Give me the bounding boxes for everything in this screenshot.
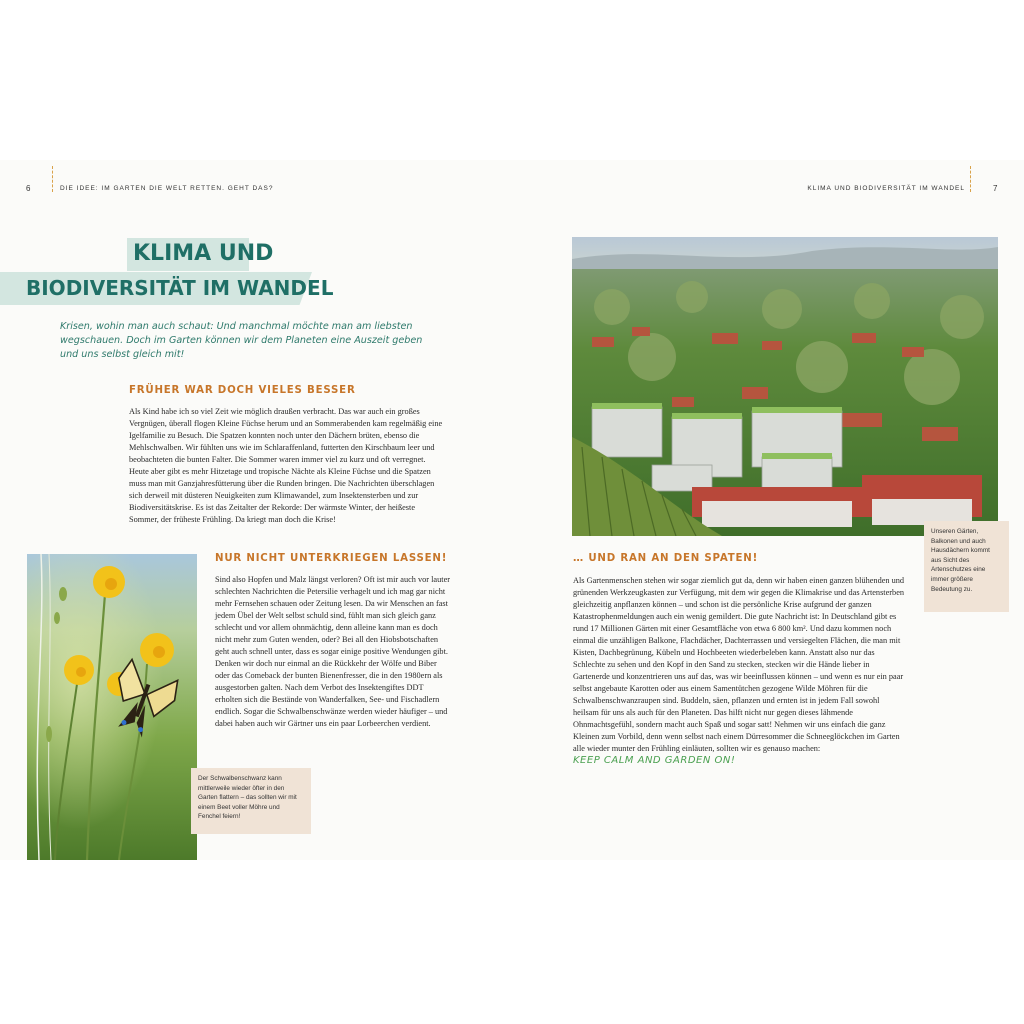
butterfly-caption: Der Schwalbenschwanz kann mittlerweile wieder öfter in den Garten flattern – das sollten wir mit einem Beet voller Möhre und Fenchel feiern! — [191, 768, 311, 834]
city-caption: Unseren Gärten, Balkonen und auch Hausdächern kommt aus Sicht des Artenschutzes eine immer größere Bedeutung zu. — [924, 521, 1009, 612]
motto: KEEP CALM AND GARDEN ON! — [573, 755, 736, 766]
section-heading-3: … UND RAN AN DEN SPATEN! — [573, 553, 759, 564]
section-body-3 — [573, 575, 905, 767]
left-running-title: DIE IDEE: IM GARTEN DIE WELT RETTEN. GEHT DAS? — [60, 185, 274, 192]
left-header-rule — [52, 166, 53, 192]
butterfly-illustration — [27, 554, 197, 860]
page-title-line2: BIODIVERSITÄT IM WANDEL — [26, 276, 334, 300]
butterfly-photo — [27, 554, 197, 860]
right-running-title: KLIMA UND BIODIVERSITÄT IM WANDEL — [807, 185, 965, 192]
intro-text: Krisen, wohin man auch schaut: Und manchmal möchte man am liebsten wegschauen. Doch im Garten können wir dem Planeten eine Auszeit geben und uns selbst gleich mit! — [60, 321, 423, 360]
section-body-2: Sind also Hopfen und Malz längst verloren? Oft ist mir auch vor lauter schlechten Nachrichten die Petersilie verhagelt und ich mag gar nicht mehr Fernsehen schauen oder Zeitung lesen. Da wir Menschen an fast jedem Übel der Welt selbst schuld sind, fühlt man sich gleich ganz schlecht und vor allem ohnmächtig, denn alleine kann man es doch nicht mehr zum Guten wenden, oder? Bei all den Hiobsbotschaften geht auch schnell unter, dass es sogar einige positive Wendungen gibt. Denken wir doch nur einmal an die Rückkehr der Wölfe und Biber oder das Comeback der bunten Bienenfresser, die in den 1980ern als ausgestorben galten. Nach dem Verbot des Insektengiftes DDT erholten sich die Bestände von Wanderfalken, See- und Fischadlern endlich. Sogar die Schwalbenschwänze werden wieder häufiger – und dabei haben auch wir Gärtner uns ein paar Lorbeerchen verdient. — [215, 575, 451, 728]
right-header-rule — [970, 166, 971, 192]
section-body-3-text: Als Gartenmenschen stehen wir sogar ziemlich gut da, denn wir haben einen ganzen blühenden und grünenden Werkzeugkasten zur Verfügung, mit dem wir gegen die Klimakrise und das Artensterben gleichzeitig anpflanzen können – und schon ist die persönliche Krise aufgrund der ganzen Katastrophenmeldungen auch ein wenig gemildert. Die gute Nachricht ist: In Deutschland gibt es rund 17 Millionen Gärten mit einer Gesamtfläche von etwa 6 800 km². Und dazu kommen noch einmal die unzähligen Balkone, Flachdächer, Dachterrassen und versiegelten Flächen, die man mit Kisten, Dachbegrünung, Kübeln und Hochbeeten wiederbeleben kann. Anstatt also nur das Schlechte zu sehen und den Kopf in den Sand zu stecken, stecken wir die Hände lieber in Gartenerde und konzentrieren uns auf das, was wir beeinflussen können – und wenn es nur ein paar selbst angebaute Karotten oder aus einem Samentütchen gezogene Wilde Möhren für die Schwalbenschwanzraupen sind. Buddeln, säen, pflanzen und ernten ist in jedem Fall sowohl heilsam für uns als auch für den Planeten. Das hilft nicht nur gegen dieses lähmende Ohnmachtsgefühl, sondern macht auch Spaß und sogar satt! Nehmen wir uns einfach die ganz Kleinen zum Vorbild, denn wenn selbst nach einem Dürresommer die Schneeglöckchen im Garten alle wieder munter den Frühling einläuten, sollten wir es genauso machen: — [573, 576, 905, 753]
city-illustration — [572, 237, 998, 536]
section-heading-1: FRÜHER WAR DOCH VIELES BESSER — [129, 385, 356, 396]
left-page-number: 6 — [26, 184, 31, 193]
city-photo — [572, 237, 998, 536]
section-body-1: Als Kind habe ich so viel Zeit wie möglich draußen verbracht. Das war auch ein großes Vergnügen, überall flogen Kleine Füchse herum und an Sommerabenden kam regelmäßig eine Igelfamilie zu Besuch. Die Spatzen konnten noch unter den Dächern brüten, ebenso die Mehlschwalben. Wir fühlten uns wie im Schlaraffenland, futterten den Kirschbaum leer und beobachteten die bunten Falter. Die Sommer waren immer viel zu kurz und oft verregnet. Heute aber gibt es mehr Hitzetage und tropische Nächte als Kleine Füchse und die Spatzen muss man mit Ganzjahresfütterung über die Runden bringen. Die Nachrichten überschlagen sich derweil mit düsteren Neuigkeiten zum Klimawandel, zum Insektensterben und zur Biodiversitätskrise. Es ist das Zeitalter der Rekorde: Der wärmste Winter, der heißeste Sommer, der früheste Frühling. Da kriegt man doch die Krise! — [129, 407, 443, 524]
page-title-line1: KLIMA UND — [133, 241, 274, 266]
section-heading-2: NUR NICHT UNTERKRIEGEN LASSEN! — [215, 553, 448, 564]
right-page-number: 7 — [993, 184, 998, 193]
